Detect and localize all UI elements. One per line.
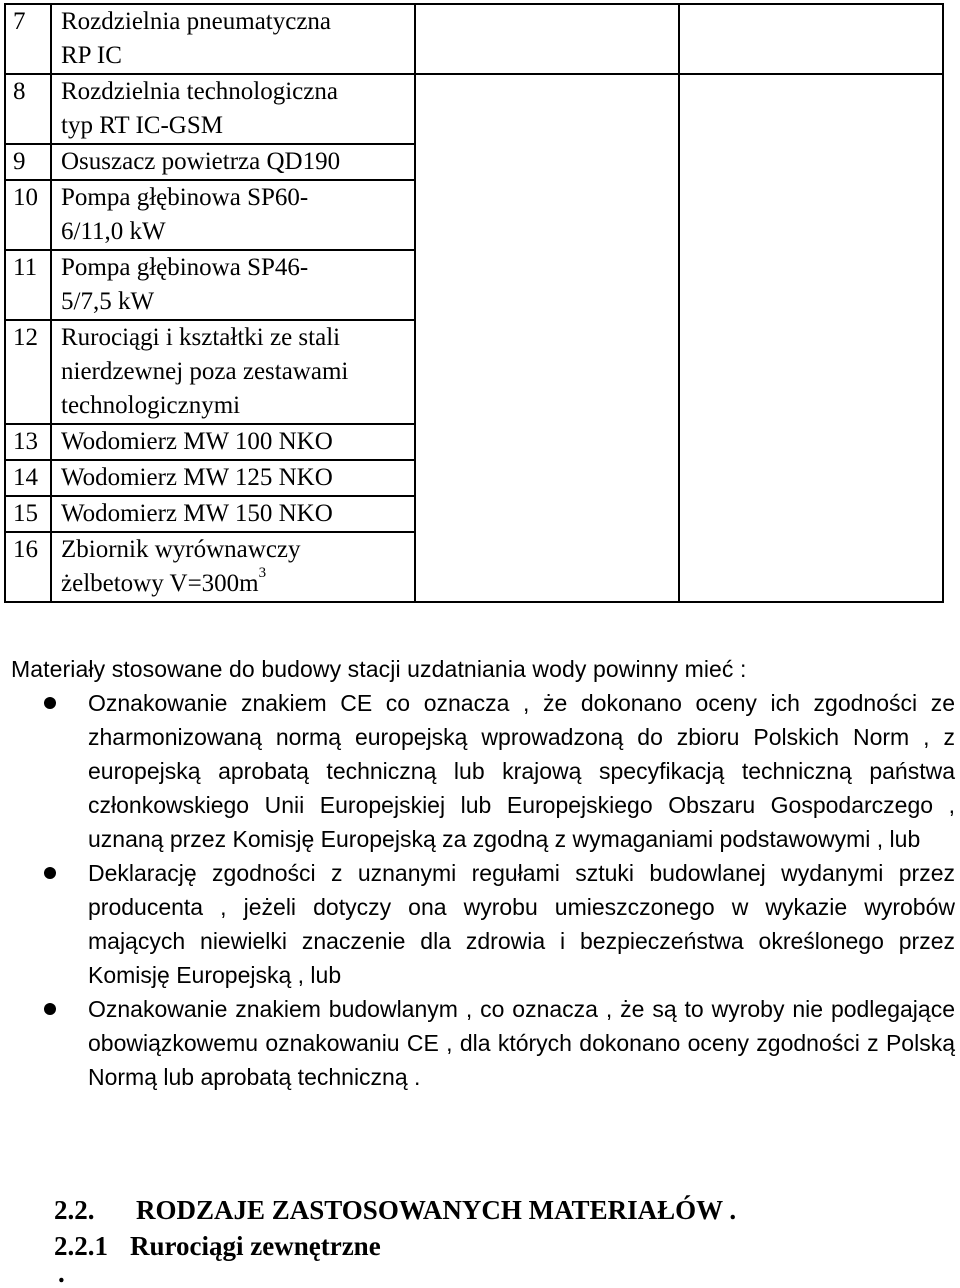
empty-cell bbox=[679, 74, 943, 602]
list-item bbox=[0, 992, 960, 1094]
materials-list bbox=[0, 686, 960, 1094]
table-row bbox=[5, 4, 943, 74]
row-name-line: Wodomierz MW 150 NKO bbox=[61, 500, 333, 527]
row-name bbox=[51, 460, 415, 496]
row-name-line: Osuszacz powietrza QD190 bbox=[61, 148, 341, 175]
row-name-line: nierdzewnej poza zestawami bbox=[61, 358, 349, 385]
row-name bbox=[51, 250, 415, 320]
row-name-line: Rozdzielnia technologiczna bbox=[61, 78, 338, 105]
row-name-line: Wodomierz MW 125 NKO bbox=[61, 464, 333, 491]
row-name-line: technologicznymi bbox=[61, 392, 241, 419]
row-name bbox=[51, 320, 415, 424]
row-name bbox=[51, 496, 415, 532]
row-name-line: Zbiornik wyrównawczy bbox=[61, 536, 301, 563]
row-name bbox=[51, 4, 415, 74]
row-number: 14 bbox=[5, 460, 51, 496]
section-heading bbox=[54, 1192, 736, 1228]
row-number: 12 bbox=[5, 320, 51, 424]
row-name bbox=[51, 144, 415, 180]
list-item-text: Oznakowanie znakiem CE co oznacza , że dokonano oceny ich zgodności ze zharmonizowaną normą europejską wprowadzoną do zbioru Polskich Norm , z europejską aprobatą techniczną lub krajową specyfikacją techniczną państwa członkowskiego Unii Europejskiej lub Europejskiego Obszaru Gospodarczego , uznaną przez Komisję Europejską za zgodną z wymaganiami podstawowymi , lub bbox=[88, 690, 955, 852]
row-name-line: Rurociągi i kształtki ze stali bbox=[61, 324, 341, 351]
empty-cell bbox=[415, 74, 679, 602]
bullet-icon bbox=[44, 697, 56, 709]
row-number: 13 bbox=[5, 424, 51, 460]
row-number: 15 bbox=[5, 496, 51, 532]
empty-cell bbox=[415, 4, 679, 74]
subsection-title: Rurociągi zewnętrzne bbox=[130, 1231, 381, 1261]
row-name bbox=[51, 180, 415, 250]
trailing-mark: . bbox=[58, 1258, 65, 1288]
row-name-line: Wodomierz MW 100 NKO bbox=[61, 428, 333, 455]
empty-cell bbox=[679, 4, 943, 74]
row-number: 10 bbox=[5, 180, 51, 250]
superscript: 3 bbox=[258, 565, 267, 581]
row-name bbox=[51, 74, 415, 144]
list-item bbox=[0, 856, 960, 992]
materials-intro: Materiały stosowane do budowy stacji uzdatniania wody powinny mieć : bbox=[11, 656, 747, 682]
row-name bbox=[51, 424, 415, 460]
row-name-line: 5/7,5 kW bbox=[61, 288, 155, 315]
row-name-line: Rozdzielnia pneumatyczna bbox=[61, 8, 332, 35]
list-item-text: Deklarację zgodności z uznanymi regułami sztuki budowlanej wydanymi przez producenta , jeżeli dotyczy ona wyrobu umieszczonego w wykazie wyrobów mających niewielki znaczenie dla zdrowia i bezpieczeństwa określonego przez Komisję Europejską , lub bbox=[88, 860, 955, 988]
row-name bbox=[51, 532, 415, 602]
row-number: 7 bbox=[5, 4, 51, 74]
list-item-text: Oznakowanie znakiem budowlanym , co oznacza , że są to wyroby nie podlegające obowiązkowemu oznakowaniu CE , dla których dokonano oceny zgodności z Polską Normą lub aprobatą techniczną . bbox=[88, 996, 955, 1090]
row-name-line: żelbetowy V=300m bbox=[61, 570, 259, 597]
subsection-heading bbox=[54, 1228, 381, 1264]
table-row bbox=[5, 74, 943, 144]
bullet-icon bbox=[44, 867, 56, 879]
section-number: 2.2. bbox=[54, 1195, 95, 1225]
row-number: 11 bbox=[5, 250, 51, 320]
row-name-line: Pompa głębinowa SP60- bbox=[61, 184, 309, 211]
bullet-icon bbox=[44, 1003, 56, 1015]
row-number: 8 bbox=[5, 74, 51, 144]
subsection-number: 2.2.1 bbox=[54, 1231, 108, 1261]
row-name-line: Pompa głębinowa SP46- bbox=[61, 254, 309, 281]
row-number: 16 bbox=[5, 532, 51, 602]
equipment-table bbox=[4, 3, 944, 603]
row-name-line: RP IC bbox=[61, 42, 122, 69]
row-name-line: typ RT IC-GSM bbox=[61, 112, 223, 139]
row-name-line: 6/11,0 kW bbox=[61, 218, 166, 245]
row-number: 9 bbox=[5, 144, 51, 180]
section-title: RODZAJE ZASTOSOWANYCH MATERIAŁÓW . bbox=[136, 1195, 737, 1225]
list-item bbox=[0, 686, 960, 856]
